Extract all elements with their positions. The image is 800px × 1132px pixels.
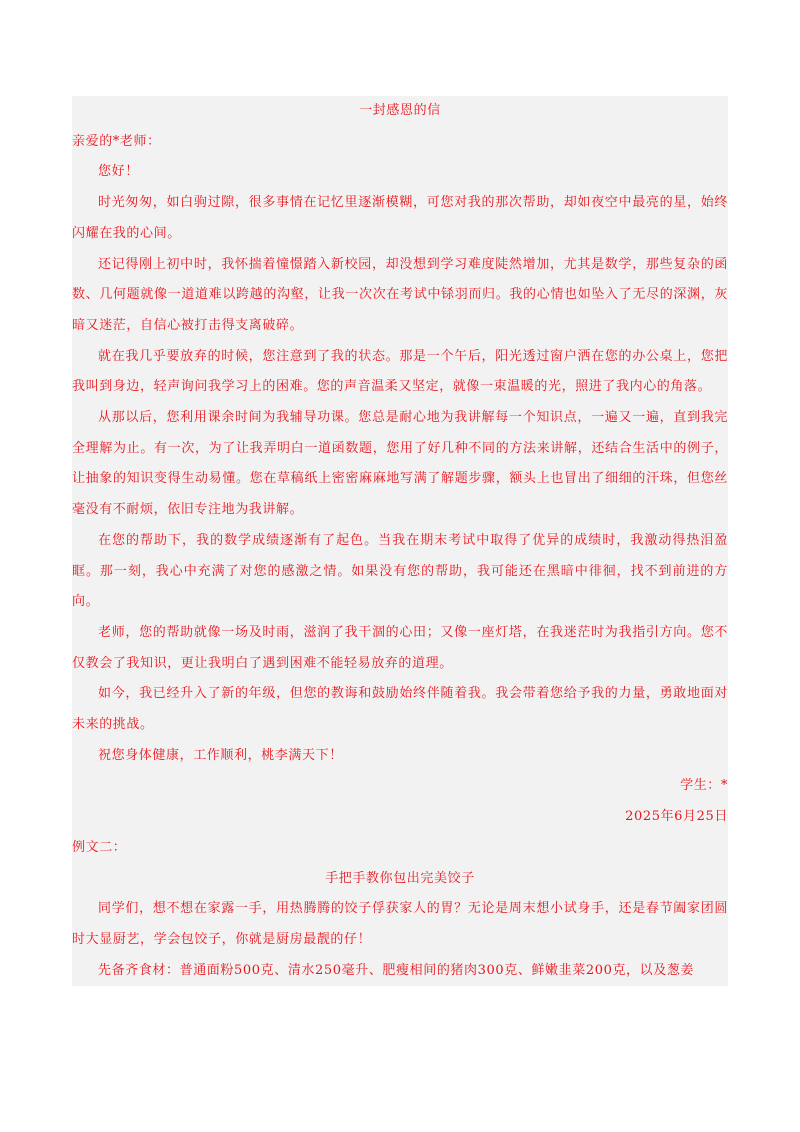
document-body xyxy=(72,96,728,986)
letter-paragraph: 从那以后，您利用课余时间为我辅导功课。您总是耐心地为我讲解每一个知识点，一遍又一遍，直到我完全理解为止。有一次，为了让我弄明白一道函数题，您用了好几种不同的方法来讲解，还结合生活中的例子，让抽象的知识变得生动易懂。您在草稿纸上密密麻麻地写满了解题步骤，额头上也冒出了细细的汗珠，但您丝毫没有不耐烦，依旧专注地为我讲解。 xyxy=(72,410,728,518)
letter-paragraph: 就在我几乎要放弃的时候，您注意到了我的状态。那是一个午后，阳光透过窗户洒在您的办公桌上，您把我叫到身边，轻声询问我学习上的困难。您的声音温柔又坚定，就像一束温暖的光，照进了我内心的角落。 xyxy=(72,348,728,395)
letter-title: 一封感恩的信 xyxy=(359,103,441,118)
letter-paragraph: 如今，我已经升入了新的年级，但您的教诲和鼓励始终伴随着我。我会带着您给予我的力量，勇敢地面对未来的挑战。 xyxy=(72,686,728,733)
letter-paragraph: 在您的帮助下，我的数学成绩逐渐有了起色。当我在期末考试中取得了优异的成绩时，我激动得热泪盈眶。那一刻，我心中充满了对您的感激之情。如果没有您的帮助，我可能还在黑暗中徘徊，找不到前进的方向。 xyxy=(72,532,728,610)
letter-paragraph: 还记得刚上初中时，我怀揣着憧憬踏入新校园，却没想到学习难度陡然增加，尤其是数学，那些复杂的函数、几何题就像一道道难以跨越的沟壑，让我一次次在考试中铩羽而归。我的心情也如坠入了无尽的深渊，灰暗又迷茫，自信心被打击得支离破碎。 xyxy=(72,256,728,333)
letter-paragraph: 老师，您的帮助就像一场及时雨，滋润了我干涸的心田；又像一座灯塔，在我迷茫时为我指引方向。您不仅教会了我知识，更让我明白了遇到困难不能轻易放弃的道理。 xyxy=(72,624,728,671)
example2-paragraph: 同学们，想不想在家露一手，用热腾腾的饺子俘获家人的胃？无论是周末想小试身手，还是春节阖家团圆时大显厨艺，学会包饺子，你就是厨房最靓的仔！ xyxy=(72,901,728,947)
letter-greeting: 您好！ xyxy=(98,164,139,180)
example2-label: 例文二： xyxy=(72,839,127,855)
letter-closing: 祝您身体健康，工作顺利，桃李满天下！ xyxy=(98,747,343,763)
example2-paragraph: 先备齐食材：普通面粉500克、清水250毫升、肥瘦相间的猪肉300克、鲜嫩韭菜200克，以及葱姜 xyxy=(98,962,695,978)
letter-salutation: 亲爱的*老师： xyxy=(72,133,161,149)
letter-paragraph: 时光匆匆，如白驹过隙，很多事情在记忆里逐渐模糊，可您对我的那次帮助，却如夜空中最亮的星，始终闪耀在我的心间。 xyxy=(72,195,728,241)
example2-title: 手把手教你包出完美饺子 xyxy=(325,870,475,886)
letter-date: 2025年6月25日 xyxy=(625,809,728,825)
letter-signature: 学生：* xyxy=(680,778,728,794)
